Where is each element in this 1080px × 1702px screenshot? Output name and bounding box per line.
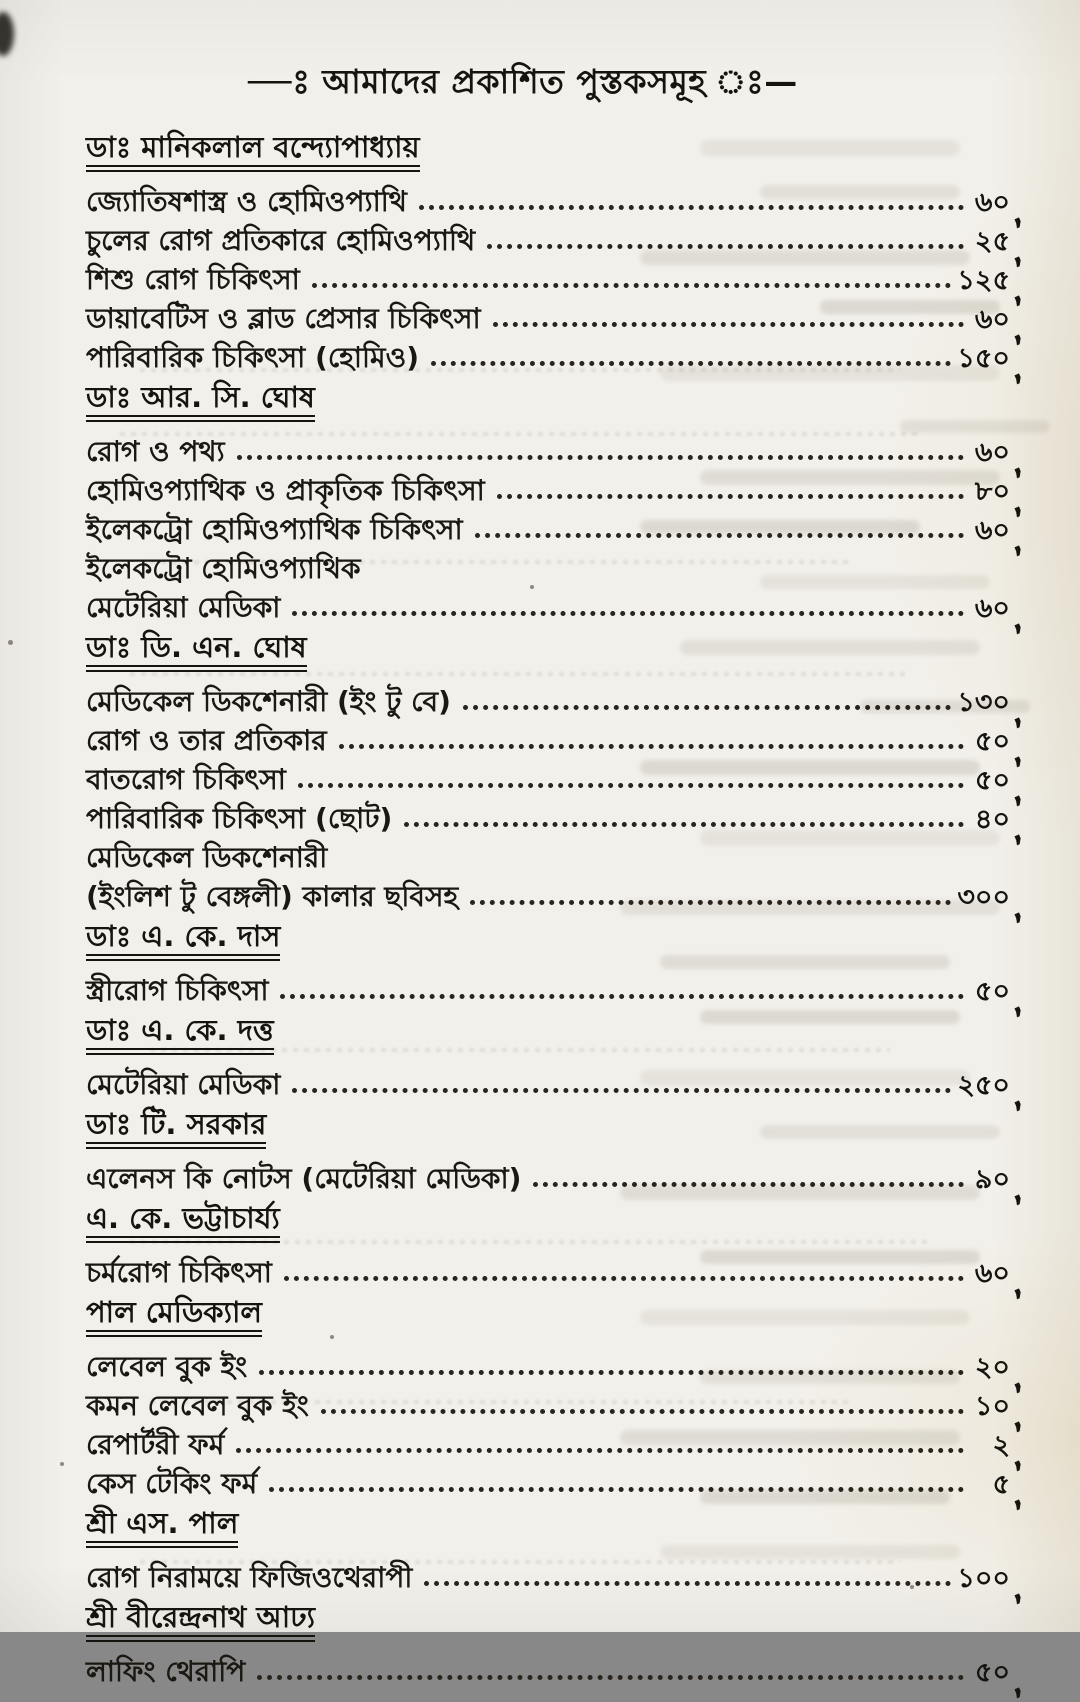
author-heading-row <box>86 1289 1020 1344</box>
book-title: মেডিকেল ডিকশেনারী (ইং টু বে) <box>86 684 451 718</box>
page-title: —ঃ আমাদের প্রকাশিত পুস্তকসমূহ ঃ— <box>248 62 798 101</box>
author-heading: ডাঃ মানিকলাল বন্দ্যোপাধ্যায় <box>86 131 420 172</box>
dotted-leader <box>470 900 951 905</box>
book-row <box>86 468 1020 507</box>
dotted-leader <box>257 1675 964 1680</box>
author-heading-row <box>86 374 1020 429</box>
dotted-leader <box>475 533 964 538</box>
book-row <box>86 507 1020 546</box>
book-row <box>86 835 1020 874</box>
dotted-leader <box>419 205 964 210</box>
book-title: মেডিকেল ডিকশেনারী <box>86 840 328 874</box>
section-books <box>86 1156 1020 1195</box>
section-books <box>86 179 1020 374</box>
book-title: ইলেকট্রো হোমিওপ্যাথিক চিকিৎসা <box>86 512 463 546</box>
book-row <box>86 1649 1020 1688</box>
book-title: পারিবারিক চিকিৎসা (ছোট) <box>86 801 393 835</box>
author-heading-row <box>86 1101 1020 1156</box>
author-heading: এ. কে. ভট্টাচার্য্য <box>86 1202 280 1243</box>
author-heading: শ্রী এস. পাল <box>86 1507 238 1548</box>
author-heading-row <box>86 1195 1020 1250</box>
book-title: চর্মরোগ চিকিৎসা <box>86 1255 272 1289</box>
book-title: লেবেল বুক ইং <box>86 1349 248 1383</box>
dotted-leader <box>533 1182 964 1187</box>
book-title: রোগ ও তার প্রতিকার <box>86 723 327 757</box>
author-heading: ডাঃ এ. কে. দাস <box>86 920 280 961</box>
book-price: ৫০ , <box>970 727 1020 757</box>
book-price: ৯০ , <box>970 1165 1020 1195</box>
book-price: ২ , <box>970 1431 1020 1461</box>
book-title: রেপার্টরী ফর্ম <box>86 1427 225 1461</box>
section-books <box>86 1250 1020 1289</box>
book-price: ৫০ , <box>970 766 1020 796</box>
author-heading-row <box>86 1500 1020 1555</box>
dotted-leader <box>404 822 964 827</box>
book-price: ৬০ , <box>970 1259 1020 1289</box>
author-section <box>86 913 1020 1007</box>
book-row <box>86 718 1020 757</box>
book-title: কমন লেবেল বুক ইং <box>86 1388 309 1422</box>
dotted-leader <box>298 783 964 788</box>
book-price: ৫ , <box>970 1470 1020 1500</box>
section-books <box>86 429 1020 624</box>
dotted-leader <box>280 994 964 999</box>
section-books <box>86 968 1020 1007</box>
book-title: (ইংলিশ টু বেঙ্গলী) কালার ছবিসহ <box>86 879 459 913</box>
book-row <box>86 874 1020 913</box>
book-title: ইলেকট্রো হোমিওপ্যাথিক <box>86 551 361 585</box>
book-title: বাতরোগ চিকিৎসা <box>86 762 286 796</box>
dotted-leader <box>237 455 964 460</box>
author-section <box>86 124 1020 374</box>
book-price: ১২৫ , <box>957 266 1020 296</box>
author-section <box>86 1500 1020 1594</box>
author-heading-row <box>86 1007 1020 1062</box>
book-price: ২৫০ , <box>957 1071 1020 1101</box>
dotted-leader <box>431 361 951 366</box>
author-heading-row <box>86 124 1020 179</box>
book-row <box>86 335 1020 374</box>
section-books <box>86 1555 1020 1594</box>
book-row <box>86 218 1020 257</box>
book-row <box>86 1383 1020 1422</box>
dotted-leader <box>493 322 964 327</box>
book-title: স্ত্রীরোগ চিকিৎসা <box>86 973 269 1007</box>
dotted-leader <box>259 1370 964 1375</box>
author-heading: ডাঃ এ. কে. দত্ত <box>86 1014 274 1055</box>
dotted-leader <box>424 1581 951 1586</box>
book-title: লাফিং থেরাপি <box>86 1654 246 1688</box>
book-title: জ্যোতিষশাস্ত্র ও হোমিওপ্যাথি <box>86 184 407 218</box>
dotted-leader <box>312 283 952 288</box>
dotted-leader <box>292 611 964 616</box>
author-heading-row <box>86 1594 1020 1649</box>
book-list <box>86 124 1020 1688</box>
book-price: ৫০ , <box>970 1658 1020 1688</box>
book-price: ৮০ , <box>970 477 1020 507</box>
author-section <box>86 1289 1020 1500</box>
book-row <box>86 296 1020 335</box>
book-title: রোগ ও পথ্য <box>86 434 225 468</box>
author-heading: ডাঃ আর. সি. ঘোষ <box>86 381 315 422</box>
book-row <box>86 546 1020 585</box>
book-price: ৬০ , <box>970 516 1020 546</box>
book-title: শিশু রোগ চিকিৎসা <box>86 262 300 296</box>
dotted-leader <box>236 1448 964 1453</box>
section-books <box>86 1062 1020 1101</box>
scan-corner-mark <box>0 12 14 56</box>
dotted-leader <box>292 1088 951 1093</box>
book-title: মেটেরিয়া মেডিকা <box>86 590 281 624</box>
book-price: ১৫০ , <box>957 344 1020 374</box>
book-price: ১০০ , <box>957 1564 1020 1594</box>
author-section <box>86 1007 1020 1101</box>
dotted-leader <box>497 494 964 499</box>
book-row <box>86 968 1020 1007</box>
book-row <box>86 179 1020 218</box>
author-section <box>86 374 1020 624</box>
author-section <box>86 1195 1020 1289</box>
section-books <box>86 1344 1020 1500</box>
dotted-leader <box>284 1276 964 1281</box>
book-title: এলেনস কি নোটস (মেটেরিয়া মেডিকা) <box>86 1161 522 1195</box>
section-books <box>86 679 1020 913</box>
section-books <box>86 1649 1020 1688</box>
book-title: চুলের রোগ প্রতিকারে হোমিওপ্যাথি <box>86 223 476 257</box>
dotted-leader <box>269 1487 964 1492</box>
book-row <box>86 757 1020 796</box>
book-price: ৫০ , <box>970 977 1020 1007</box>
book-title: মেটেরিয়া মেডিকা <box>86 1067 281 1101</box>
author-heading: ডাঃ ডি. এন. ঘোষ <box>86 631 307 672</box>
book-row <box>86 1250 1020 1289</box>
book-row <box>86 679 1020 718</box>
book-price: ৩০০ , <box>957 883 1020 913</box>
book-title: ডায়াবেটিস ও ব্লাড প্রেসার চিকিৎসা <box>86 301 481 335</box>
dotted-leader <box>321 1409 964 1414</box>
book-title: রোগ নিরাময়ে ফিজিওথেরাপী <box>86 1560 413 1594</box>
book-row <box>86 1555 1020 1594</box>
price-list <box>86 0 1020 1688</box>
author-heading: শ্রী বীরেন্দ্রনাথ আঢ্য <box>86 1601 315 1642</box>
book-row <box>86 1156 1020 1195</box>
book-row <box>86 429 1020 468</box>
book-row <box>86 1422 1020 1461</box>
author-heading: পাল মেডিক্যাল <box>86 1296 262 1337</box>
dotted-leader <box>463 705 951 710</box>
author-heading-row <box>86 624 1020 679</box>
book-price: ৬০ , <box>970 188 1020 218</box>
book-price: ১০ , <box>970 1392 1020 1422</box>
book-row <box>86 257 1020 296</box>
book-title: কেস টেকিং ফর্ম <box>86 1466 258 1500</box>
book-title: হোমিওপ্যাথিক ও প্রাকৃতিক চিকিৎসা <box>86 473 485 507</box>
book-row <box>86 1062 1020 1101</box>
book-price: ৬০ , <box>970 438 1020 468</box>
author-section <box>86 1594 1020 1688</box>
book-row <box>86 1344 1020 1383</box>
book-row <box>86 1461 1020 1500</box>
book-price: ৬০ , <box>970 594 1020 624</box>
book-price: ৪০ , <box>970 805 1020 835</box>
book-row <box>86 796 1020 835</box>
author-section <box>86 624 1020 913</box>
author-heading-row <box>86 913 1020 968</box>
book-title: পারিবারিক চিকিৎসা (হোমিও) <box>86 340 419 374</box>
dotted-leader <box>487 244 964 249</box>
book-price: ৬০ , <box>970 305 1020 335</box>
dotted-leader <box>339 744 964 749</box>
author-section <box>86 1101 1020 1195</box>
book-price: ২৫ , <box>970 227 1020 257</box>
book-price: ২০ , <box>970 1353 1020 1383</box>
book-price: ১৩০ , <box>957 688 1020 718</box>
author-heading: ডাঃ টি. সরকার <box>86 1108 266 1149</box>
book-row <box>86 585 1020 624</box>
